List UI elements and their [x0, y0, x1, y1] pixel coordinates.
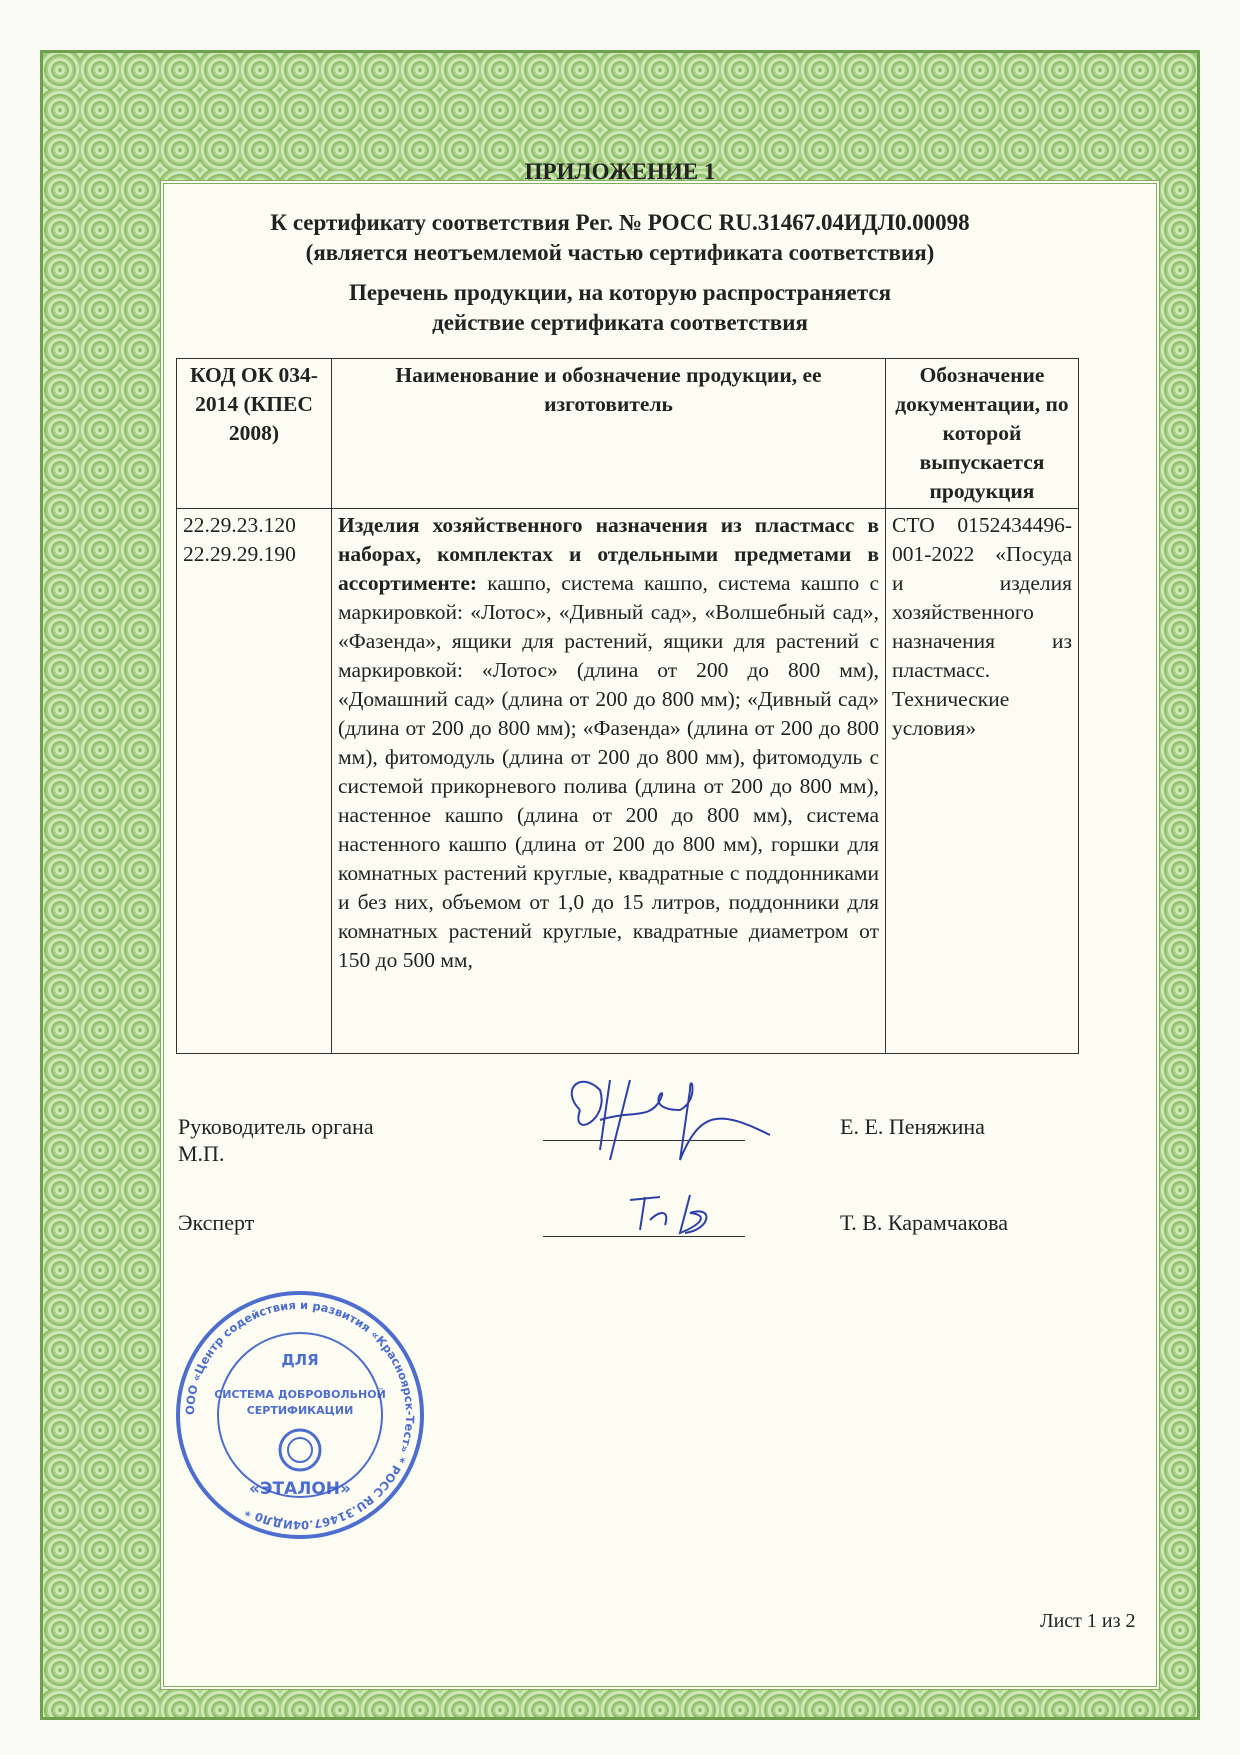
products-table [176, 358, 1079, 1054]
stamp-line3: СЕРТИФИКАЦИИ [246, 1404, 354, 1417]
cell-documentation: СТО 0152434496-001-2022 «Посуда и изделия хозяйственного назначения из пластмасс. Технические условия» [886, 509, 1079, 1054]
sheet-number: Лист 1 из 2 [1040, 1610, 1136, 1632]
list-title-line2: действие сертификата соответствия [432, 310, 808, 335]
stamp-line2: СИСТЕМА ДОБРОВОЛЬНОЙ [214, 1388, 386, 1401]
certificate-note: (является неотъемлемой частью сертификата соответствия) [305, 240, 935, 265]
table-row [177, 509, 1079, 1054]
header-product: Наименование и обозначение продукции, ее изготовитель [332, 359, 886, 509]
stamp-line1: ДЛЯ [281, 1351, 319, 1369]
mp-label: М.П. [178, 1141, 225, 1166]
head-signature [540, 1050, 780, 1170]
table-header-row [177, 359, 1079, 509]
header-code: КОД ОК 034-2014 (КПЕС 2008) [177, 359, 332, 509]
stamp-ring-text: ООО «Центр содействия и развития «Красноярск-Тест» * РОСС RU.31467.04ИДЛ0 * [182, 1297, 418, 1533]
product-list: кашпо, система кашпо, система кашпо с маркировкой: «Лотос», «Дивный сад», «Волшебный сад», «Фазенда», ящики для растений, ящики для растений с маркировкой: «Лотос» (длина от 200 до 800 мм), «Домашний сад» (длина от 200 до 800 мм); «Дивный сад» (длина от 200 до 800 мм); «Фазенда» (длина от 200 до 800 мм), фитомодуль (длина от 200 до 800 мм), фитомодуль с системой прикорневого полива (длина от 200 до 800 мм), настенное кашпо (длина от 200 до 800 мм), система настенного кашпо (длина от 200 до 800 мм), горшки для комнатных растений круглые, квадратные с поддонниками и без них, объемом от 1,0 до 15 литров, поддонники для комнатных растений круглые, квадратные диаметром от 150 до 500 мм, [338, 571, 879, 972]
stamp-name: «ЭТАЛОН» [249, 1479, 351, 1499]
code: 22.29.29.190 [183, 542, 296, 566]
head-label: Руководитель органа [178, 1114, 374, 1139]
certificate-reference: К сертификату соответствия Рег. № РОСС RU.31467.04ИДЛ0.00098 [270, 210, 970, 235]
expert-name: Т. В. Карамчакова [840, 1210, 1009, 1235]
cell-product [332, 509, 886, 1054]
page-title: ПРИЛОЖЕНИЕ 1 [524, 159, 716, 184]
product-group: Изделия хозяйственного назначения из пластмасс в наборах, комплектах и отдельными предметами в ассортименте: [338, 513, 879, 595]
certification-stamp [175, 1290, 425, 1540]
header-documentation: Обозначение документации, по которой выпускается продукция [886, 359, 1079, 509]
code: 22.29.23.120 [183, 513, 296, 537]
expert-signature [620, 1185, 740, 1240]
cell-codes [177, 509, 332, 1054]
head-name: Е. Е. Пеняжина [840, 1114, 985, 1139]
list-title-line1: Перечень продукции, на которую распространяется [348, 280, 892, 305]
expert-label: Эксперт [178, 1210, 255, 1235]
